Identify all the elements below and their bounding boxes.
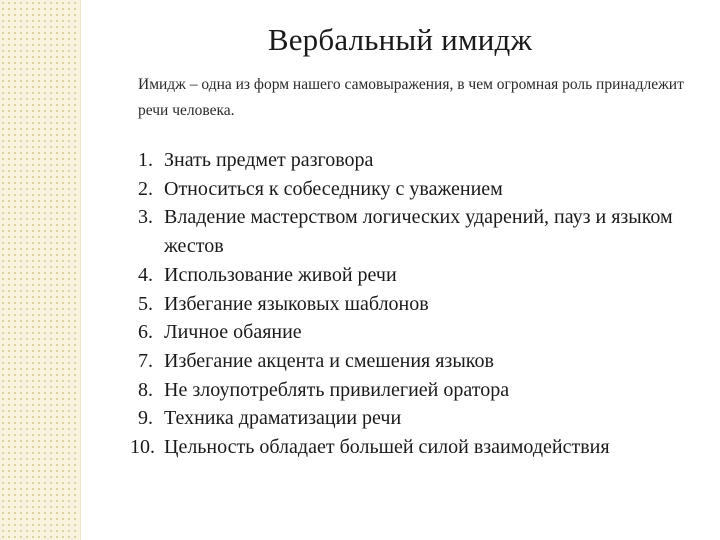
list-item-text: Относиться к собеседнику с уважением bbox=[164, 177, 503, 200]
list-item-text: Избегание языковых шаблонов bbox=[164, 292, 429, 315]
list-item bbox=[134, 146, 704, 175]
list-item-text: Избегание акцента и смешения языков bbox=[164, 349, 494, 372]
list-item-text: Владение мастерством логических ударений, пауз и языком жестов bbox=[164, 206, 673, 258]
list-item bbox=[134, 203, 704, 260]
list-item-number: 7. bbox=[138, 349, 153, 372]
list-item-number: 6. bbox=[138, 321, 153, 344]
list-item-number: 8. bbox=[138, 378, 153, 401]
list-item bbox=[134, 318, 704, 347]
slide-title: Вербальный имидж bbox=[267, 22, 533, 57]
list-item-text: Личное обаяние bbox=[164, 321, 302, 344]
list-item bbox=[134, 261, 704, 290]
list-item-number: 4. bbox=[138, 263, 153, 286]
list-item bbox=[134, 175, 704, 204]
list-item bbox=[130, 433, 704, 462]
list-item-text: Не злоупотреблять привилегией оратора bbox=[164, 378, 510, 401]
list-item-text: Цельность обладает большей силой взаимодействия bbox=[164, 436, 610, 459]
list-item-number: 3. bbox=[138, 206, 153, 229]
list-item-number: 10. bbox=[130, 436, 155, 459]
intro-text: Имидж – одна из форм нашего самовыражения, в чем огромная роль принадлежит речи человека. bbox=[138, 76, 684, 119]
decorative-side-strip bbox=[0, 0, 81, 540]
points-list bbox=[130, 146, 704, 462]
list-item-text: Знать предмет разговора bbox=[164, 149, 374, 171]
list-item-text: Техника драматизации речи bbox=[164, 407, 402, 430]
intro-paragraph bbox=[138, 72, 698, 124]
list-item bbox=[134, 404, 704, 433]
list-item bbox=[134, 376, 704, 405]
list-item bbox=[134, 290, 704, 319]
list-item bbox=[134, 347, 704, 376]
list-item-number: 1. bbox=[138, 149, 153, 171]
list-item-text: Использование живой речи bbox=[164, 263, 397, 286]
list-item-number: 5. bbox=[138, 292, 153, 315]
list-item-number: 9. bbox=[138, 407, 153, 430]
list-item-number: 2. bbox=[138, 177, 153, 200]
